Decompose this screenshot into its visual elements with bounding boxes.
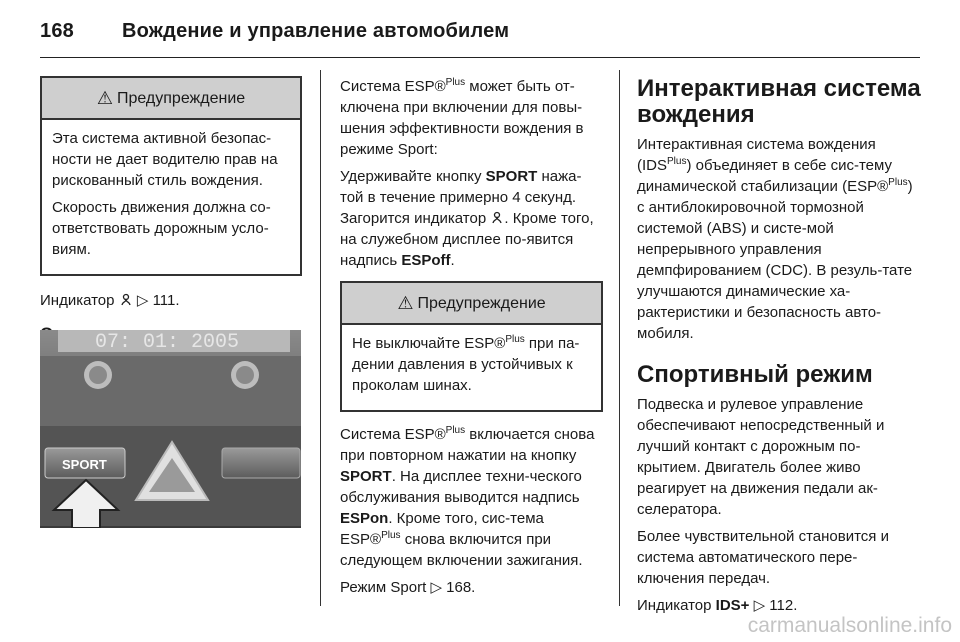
warning-title: Предупреждение bbox=[116, 89, 246, 107]
paragraph-sport-transmission: Более чувствительной становится и система автоматического пере-ключения передач. bbox=[637, 528, 889, 587]
warning-text-2: Скорость движения должна со-ответствовать дорожным усло-виям. bbox=[52, 199, 271, 258]
column-2 bbox=[340, 76, 603, 604]
page-ref-arrow-icon: ▷ bbox=[430, 579, 447, 596]
paragraph-ids-indicator: Индикатор IDS+ ▷ 112. bbox=[637, 597, 798, 614]
warning-body bbox=[342, 325, 601, 410]
indicator-label: Индикатор bbox=[40, 292, 115, 309]
warning-title: Предупреждение bbox=[417, 294, 546, 312]
indicator-page-ref: 111. bbox=[152, 292, 180, 309]
warning-triangle-icon: ⚠ bbox=[397, 292, 414, 313]
page-title: Вождение и управление автомобилем bbox=[122, 20, 510, 42]
column-3 bbox=[637, 76, 921, 622]
indicator-line bbox=[40, 290, 302, 311]
warning-text: Не выключайте ESP®$^{Plus}$ при па-дении давления в устойчивых к проколам шинах. bbox=[352, 334, 580, 394]
paragraph-ids-intro: Интерактивная система вождения $(IDS^{Plus})$ объединяет в себе сис-тему динамической стабилизации (ESP®$^{Plus}$) с антиблокировочной тормозной системой (ABS) и систе-мой непрерывного управления демпфированием (CDC). В резуль-тате улучшаются динамические ха-рактеристики и безопасность авто-мобиля. bbox=[637, 136, 913, 342]
warning-text-1: Эта система активной безопас-ности не дает водителю прав на рискованный стиль вождения. bbox=[52, 130, 278, 189]
page-header bbox=[40, 20, 509, 43]
watermark: carmanualsonline.info bbox=[747, 614, 952, 637]
paragraph-esp-enable: Система ESP®$^{Plus}$ включается снова при повторном нажатии на кнопку SPORT. На дисплее техни-ческого обслуживания выводится надпись ESPon. Кроме того, сис-тема ESP®$^{Plus}$ снова включится при следующем включении зажигания. bbox=[340, 425, 595, 569]
warning-header bbox=[342, 283, 601, 325]
warning-box-2 bbox=[340, 281, 603, 412]
column-divider-2 bbox=[619, 70, 620, 606]
heading-sport-mode: Спортивный режим bbox=[637, 361, 873, 388]
dashboard-illustration bbox=[40, 330, 301, 528]
paragraph-esp-disable: Система ESP®$^{Plus}$ может быть от-ключена при включении для повы-шения эффективности вождения в режиме Sport: bbox=[340, 77, 584, 158]
sport-button-label: SPORT bbox=[62, 457, 107, 472]
esp-car-icon bbox=[490, 211, 504, 225]
clock-display-text: 07: 01: 2005 bbox=[95, 331, 240, 354]
warning-triangle-icon: ⚠ bbox=[96, 87, 113, 108]
warning-box-1 bbox=[40, 76, 302, 276]
column-divider-1 bbox=[320, 70, 321, 606]
dashboard-photo bbox=[40, 330, 301, 528]
esp-car-icon bbox=[119, 293, 133, 307]
paragraph-hold-sport: Удерживайте кнопку SPORT нажа-той в течение примерно 4 секунд. Загорится индикатор . Кроме того, на служебном дисплее по-явится надпись ESPoff. bbox=[340, 168, 594, 269]
page-ref-arrow-icon: ▷ bbox=[753, 597, 770, 614]
column-1 bbox=[40, 76, 302, 354]
paragraph-sport-ref: Режим Sport ▷ 168. bbox=[340, 579, 476, 596]
header-rule bbox=[40, 57, 920, 58]
heading-interactive-system: Интерактивная система вождения bbox=[637, 75, 921, 128]
paragraph-sport-suspension: Подвеска и рулевое управление обеспечивают непосредственный и лучший контакт с дорожным по-крытием. Двигатель более живо реагирует на движения педали ак-селератора. bbox=[637, 396, 885, 518]
warning-header bbox=[42, 78, 300, 120]
page-ref-arrow-icon: ▷ bbox=[136, 292, 149, 309]
warning-body bbox=[42, 120, 300, 274]
page-number: 168 bbox=[40, 20, 74, 42]
